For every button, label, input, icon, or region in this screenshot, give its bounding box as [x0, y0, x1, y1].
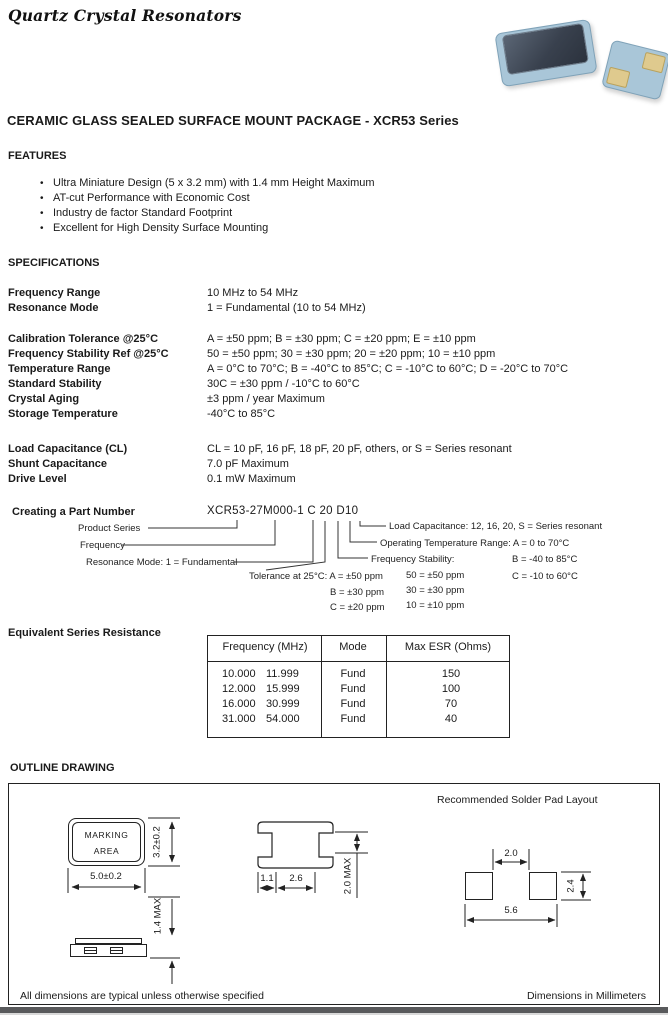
- bullet-icon: •: [40, 178, 44, 189]
- bullet-icon: •: [40, 193, 44, 204]
- dim-label-seated-height: 2.0 MAX: [342, 857, 354, 895]
- spec-value: 30C = ±30 ppm / -10°C to 60°C: [207, 378, 360, 390]
- part-number-heading: Creating a Part Number: [12, 506, 135, 518]
- spec-label: Calibration Tolerance @25°C: [8, 333, 159, 345]
- bullet-icon: •: [40, 208, 44, 219]
- spec-label: Resonance Mode: [8, 302, 99, 314]
- pn-callout-product-series: Product Series: [78, 523, 141, 534]
- pn-callout-stability-10: 10 = ±10 ppm: [406, 600, 465, 611]
- esr-cell-freq-high: 54.000: [266, 713, 300, 725]
- esr-cell-esr: 70: [444, 698, 458, 710]
- dim-label-body-height: 3.2±0.2: [151, 826, 163, 858]
- spec-value: 1 = Fundamental (10 to 54 MHz): [207, 302, 366, 314]
- dim-label-center-pad: 2.6: [289, 873, 303, 884]
- spec-row: [8, 458, 666, 470]
- spec-row: [8, 443, 666, 455]
- spec-label: Frequency Stability Ref @25°C: [8, 348, 169, 360]
- table-divider: [321, 636, 322, 737]
- esr-col-header: Frequency (MHz): [222, 641, 308, 653]
- dim-label-pad-span: 5.6: [504, 905, 518, 916]
- marking-label: MARKING: [84, 830, 129, 840]
- footer-note-right: Dimensions in Millimeters: [526, 990, 646, 1002]
- feature-item: [40, 192, 250, 204]
- product-photo-bottom-view: [601, 39, 668, 100]
- spec-value: ±3 ppm / year Maximum: [207, 393, 325, 405]
- spec-label: Standard Stability: [8, 378, 102, 390]
- marking-label: AREA: [93, 846, 120, 856]
- dim-label-body-thickness: 1.4 MAX: [152, 897, 164, 935]
- spec-row: [8, 378, 666, 390]
- spec-row: [8, 348, 666, 360]
- esr-heading: Equivalent Series Resistance: [8, 627, 161, 639]
- feature-text: AT-cut Performance with Economic Cost: [53, 192, 250, 204]
- features-heading: FEATURES: [8, 150, 67, 162]
- side-view-base: [70, 944, 147, 957]
- dim-label-pad-gap: 2.0: [504, 848, 518, 859]
- spec-row: [8, 473, 666, 485]
- spec-value: 10 MHz to 54 MHz: [207, 287, 299, 299]
- table-divider: [208, 661, 509, 662]
- spec-label: Temperature Range: [8, 363, 111, 375]
- spec-value: CL = 10 pF, 16 pF, 18 pF, 20 pF, others, or S = Series resonant: [207, 443, 512, 455]
- spec-label: Drive Level: [8, 473, 67, 485]
- marking-area-outline: [72, 822, 141, 862]
- page-title: CERAMIC GLASS SEALED SURFACE MOUNT PACKAGE - XCR53 Series: [7, 113, 459, 128]
- esr-cell-freq-low: 31.000: [222, 713, 256, 725]
- spec-value: 0.1 mW Maximum: [207, 473, 296, 485]
- spec-row: [8, 363, 666, 375]
- esr-cell-freq-high: 30.999: [266, 698, 300, 710]
- table-divider: [386, 636, 387, 737]
- side-view-pad: [84, 947, 97, 954]
- spec-value: 7.0 pF Maximum: [207, 458, 289, 470]
- spec-label: Frequency Range: [8, 287, 101, 299]
- pn-callout-op-temp-c: C = -10 to 60°C: [512, 571, 578, 582]
- pn-callout-stability-30: 30 = ±30 ppm: [406, 585, 465, 596]
- feature-text: Ultra Miniature Design (5 x 3.2 mm) with 1.4 mm Height Maximum: [53, 177, 375, 189]
- spec-label: Shunt Capacitance: [8, 458, 108, 470]
- spec-value: -40°C to 85°C: [207, 408, 276, 420]
- feature-text: Excellent for High Density Surface Mounting: [53, 222, 269, 234]
- bullet-icon: •: [40, 223, 44, 234]
- esr-cell-freq-low: 16.000: [222, 698, 256, 710]
- esr-cell-mode: Fund: [340, 698, 366, 710]
- esr-cell-mode: Fund: [340, 683, 366, 695]
- spec-row: [8, 302, 666, 314]
- esr-cell-esr: 100: [441, 683, 461, 695]
- esr-cell-esr: 40: [444, 713, 458, 725]
- esr-col-header: Max ESR (Ohms): [404, 641, 492, 653]
- esr-cell-freq-low: 10.000: [222, 668, 256, 680]
- pn-callout-resonance-mode: Resonance Mode: 1 = Fundamental: [86, 557, 238, 568]
- spec-value: A = 0°C to 70°C; B = -40°C to 85°C; C = -10°C to 60°C; D = -20°C to 70°C: [207, 363, 569, 375]
- esr-table: [207, 635, 510, 738]
- solder-pad-left: [465, 872, 493, 900]
- feature-item: [40, 177, 375, 189]
- dim-label-body-width: 5.0±0.2: [90, 871, 122, 882]
- spec-label: Load Capacitance (CL): [8, 443, 128, 455]
- spec-row: [8, 393, 666, 405]
- pn-callout-op-temp: Operating Temperature Range: A = 0 to 70°C: [380, 538, 570, 549]
- spec-row: [8, 408, 666, 420]
- pn-callout-frequency: Frequency: [80, 540, 125, 551]
- esr-cell-esr: 150: [441, 668, 461, 680]
- pn-callout-tolerance-a: Tolerance at 25°C: A = ±50 ppm: [249, 571, 383, 582]
- outline-heading: OUTLINE DRAWING: [10, 762, 115, 774]
- pn-callout-stability-50: 50 = ±50 ppm: [406, 570, 465, 581]
- product-photo-top-view: [494, 19, 597, 87]
- specifications-heading: SPECIFICATIONS: [8, 257, 100, 269]
- esr-cell-freq-high: 11.999: [266, 668, 299, 680]
- feature-text: Industry de factor Standard Footprint: [53, 207, 233, 219]
- top-view-drawing: [68, 818, 145, 866]
- esr-cell-mode: Fund: [340, 713, 366, 725]
- spec-label: Storage Temperature: [8, 408, 118, 420]
- dim-label-castellation: 1.1: [260, 873, 274, 884]
- esr-cell-freq-high: 15.999: [266, 683, 300, 695]
- footer-note-left: All dimensions are typical unless otherwise specified: [20, 990, 264, 1002]
- esr-cell-mode: Fund: [340, 668, 366, 680]
- feature-item: [40, 207, 232, 219]
- pn-callout-load-capacitance: Load Capacitance: 12, 16, 20, S = Series resonant: [389, 521, 603, 532]
- dim-label-pad-height: 2.4: [565, 879, 577, 893]
- outline-drawing-box: [8, 783, 660, 1005]
- pn-callout-tolerance-c: C = ±20 ppm: [330, 602, 385, 613]
- brand-title: Quartz Crystal Resonators: [8, 6, 242, 25]
- pn-callout-op-temp-b: B = -40 to 85°C: [512, 554, 578, 565]
- spec-row: [8, 333, 666, 345]
- solder-pad-layout-title: Recommended Solder Pad Layout: [437, 794, 598, 806]
- esr-cell-freq-low: 12.000: [222, 683, 256, 695]
- spec-row: [8, 287, 666, 299]
- feature-item: [40, 222, 268, 234]
- pn-callout-tolerance-b: B = ±30 ppm: [330, 587, 385, 598]
- spec-value: 50 = ±50 ppm; 30 = ±30 ppm; 20 = ±20 ppm; 10 = ±10 ppm: [207, 348, 496, 360]
- solder-pad-right: [529, 872, 557, 900]
- part-number-example: XCR53-27M000-1 C 20 D10: [207, 505, 359, 517]
- side-view-pad: [110, 947, 123, 954]
- spec-value: A = ±50 ppm; B = ±30 ppm; C = ±20 ppm; E = ±10 ppm: [207, 333, 476, 345]
- spec-label: Crystal Aging: [8, 393, 80, 405]
- pn-callout-stability: Frequency Stability:: [371, 554, 455, 565]
- esr-col-header: Mode: [339, 641, 367, 653]
